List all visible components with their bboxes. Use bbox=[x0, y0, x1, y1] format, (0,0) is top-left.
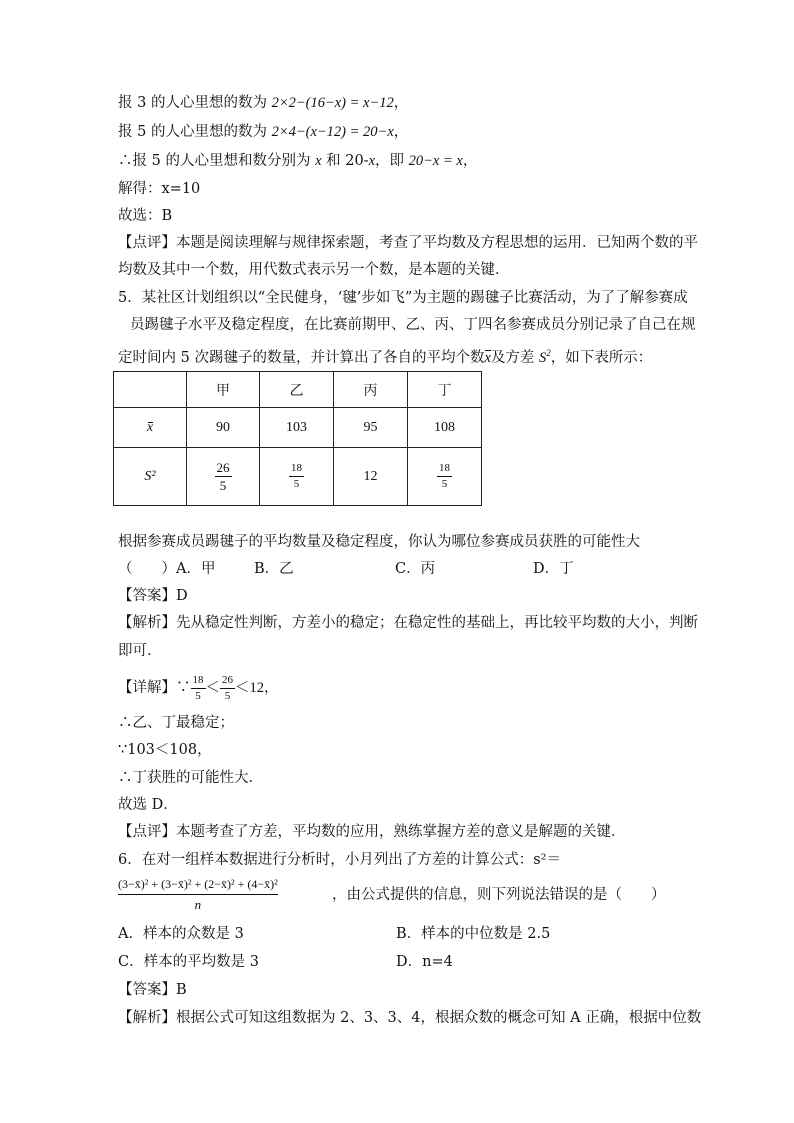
formula-numerator: (3−x̄)² + (3−x̄)² + (2−x̄)² + (4−x̄)² bbox=[118, 877, 278, 895]
answer-blank: （ ） bbox=[118, 561, 176, 577]
table-cell: 90 bbox=[187, 408, 260, 448]
detail-5-line-1 bbox=[118, 670, 279, 706]
denominator: 5 bbox=[195, 689, 201, 702]
formula-denominator: n bbox=[194, 897, 202, 912]
option-d: D．n=4 bbox=[396, 954, 453, 970]
mean-label: x bbox=[146, 419, 154, 435]
question-6-line-1: 6．在对一组样本数据进行分析时，小月列出了方差的计算公式：s²＝ bbox=[118, 852, 561, 868]
answer-5: 【答案】D bbox=[118, 588, 188, 604]
solution-line-4: 解得：x=10 bbox=[118, 181, 201, 197]
text: ，即 bbox=[375, 153, 409, 169]
text: 及方差 bbox=[490, 349, 539, 366]
analysis-5-line-1: 【解析】先从稳定性判断，方差小的稳定；在稳定性的基础上，再比较平均数的大小，判断 bbox=[118, 615, 698, 631]
fraction bbox=[191, 675, 206, 702]
table-cell bbox=[408, 448, 482, 506]
row-label-mean bbox=[114, 408, 187, 448]
table-row-mean bbox=[114, 408, 482, 448]
detail-5-line-4: ∴丁获胜的可能性大． bbox=[118, 770, 263, 786]
question-5-line-2: 员踢毽子水平及稳定程度，在比赛前期甲、乙、丙、丁四名参赛成员分别记录了自己在规 bbox=[130, 317, 696, 333]
math-var: x bbox=[315, 153, 322, 169]
denominator: 5 bbox=[293, 478, 300, 490]
option-c: C．样本的平均数是 3 bbox=[118, 954, 259, 970]
question-6-line-2: ，由公式提供的信息，则下列说法错误的是（ ） bbox=[332, 887, 666, 903]
comment-line-1: 【点评】本题是阅读理解与规律探索题，考查了平均数及方程思想的运用．已知两个数的平 bbox=[118, 235, 698, 251]
option-d: D．丁 bbox=[533, 561, 574, 577]
fraction bbox=[289, 463, 304, 490]
detail-5-line-2: ∴乙、丁最稳定； bbox=[118, 715, 234, 731]
stats-table bbox=[113, 371, 482, 506]
text: ，如下表所示： bbox=[550, 349, 653, 366]
question-5-prompt: 根据参赛成员踢毽子的平均数量及稳定程度，你认为哪位参赛成员获胜的可能性大 bbox=[118, 534, 640, 550]
option-c: C．丙 bbox=[395, 561, 436, 577]
fraction bbox=[437, 463, 452, 490]
solution-line-2 bbox=[118, 122, 408, 142]
math-expression: 20−x = x bbox=[408, 153, 463, 169]
table-header-cell: 丙 bbox=[334, 372, 408, 408]
table-cell: 108 bbox=[408, 408, 482, 448]
math-var: x bbox=[368, 153, 376, 169]
text: 报 3 的人心里想的数为 bbox=[118, 95, 272, 111]
question-5-options bbox=[118, 559, 588, 579]
text: 定时间内 5 次踢毽子的数量，并计算出了各自的平均个数 bbox=[118, 349, 485, 366]
numerator: 18 bbox=[191, 675, 206, 689]
table-header-cell: 乙 bbox=[260, 372, 334, 408]
comment-line-2: 均数及其中一个数，用代数式表示另一个数，是本题的关键． bbox=[118, 262, 510, 278]
denominator: 5 bbox=[224, 689, 231, 702]
option-b: B．乙 bbox=[254, 561, 294, 577]
text: ， bbox=[393, 95, 409, 111]
denominator: 5 bbox=[219, 478, 227, 493]
variance-formula bbox=[118, 877, 278, 913]
text: ＜ bbox=[205, 680, 220, 696]
solution-line-1 bbox=[118, 93, 408, 113]
fraction bbox=[220, 675, 235, 702]
numerator: 26 bbox=[220, 675, 235, 689]
numerator: 26 bbox=[216, 460, 230, 475]
analysis-6-line-1: 【解析】根据公式可知这组数据为 2、3、3、4，根据众数的概念可知 A 正确，根据中位数 bbox=[118, 1010, 702, 1026]
text: ， bbox=[462, 153, 478, 169]
table-cell: 12 bbox=[334, 448, 408, 506]
table-cell bbox=[187, 448, 260, 506]
detail-5-line-3: ∵103＜108， bbox=[118, 742, 212, 758]
denominator: 5 bbox=[441, 478, 448, 490]
row-label-variance: S² bbox=[114, 448, 187, 506]
solution-line-3 bbox=[118, 151, 477, 171]
table-cell: 95 bbox=[334, 408, 408, 448]
answer-6: 【答案】B bbox=[118, 982, 187, 998]
table-header-row bbox=[114, 372, 482, 408]
fraction bbox=[215, 461, 232, 492]
question-5-line-3 bbox=[118, 343, 652, 368]
detail-5-line-5: 故选 D． bbox=[118, 797, 178, 813]
text: ＜12， bbox=[235, 680, 279, 696]
option-b: B．样本的中位数是 2.5 bbox=[396, 926, 551, 942]
table-cell bbox=[260, 448, 334, 506]
numerator: 18 bbox=[437, 463, 452, 477]
mean-symbol: x bbox=[484, 349, 491, 366]
option-a: A．样本的众数是 3 bbox=[118, 926, 244, 942]
numerator: 18 bbox=[289, 463, 304, 477]
analysis-5-line-2: 即可． bbox=[118, 643, 162, 659]
table-header-cell: 甲 bbox=[187, 372, 260, 408]
text: ， bbox=[393, 124, 409, 140]
text: 【详解】∵ bbox=[118, 680, 191, 696]
table-cell: 103 bbox=[260, 408, 334, 448]
text: 报 5 的人心里想的数为 bbox=[118, 124, 272, 140]
solution-line-5: 故选：B bbox=[118, 208, 173, 224]
question-5-line-1: 5．某社区计划组织以“全民健身，‘毽’步如飞”为主题的踢毽子比赛活动，为了了解参赛成 bbox=[118, 290, 688, 306]
text: 和 20- bbox=[321, 153, 369, 169]
variance-symbol: $S^2$ bbox=[539, 348, 551, 366]
math-expression: 2×2−(16−x) = x−12 bbox=[271, 95, 394, 111]
table-header-cell bbox=[114, 372, 187, 408]
table-row-variance bbox=[114, 448, 482, 506]
table-header-cell: 丁 bbox=[408, 372, 482, 408]
comment-5: 【点评】本题考查了方差，平均数的应用，熟练掌握方差的意义是解题的关键． bbox=[118, 824, 626, 840]
option-a: A．甲 bbox=[176, 561, 216, 577]
text: ∴报 5 的人心里想和数分别为 bbox=[118, 153, 316, 169]
math-expression: 2×4−(x−12) = 20−x bbox=[271, 124, 394, 140]
